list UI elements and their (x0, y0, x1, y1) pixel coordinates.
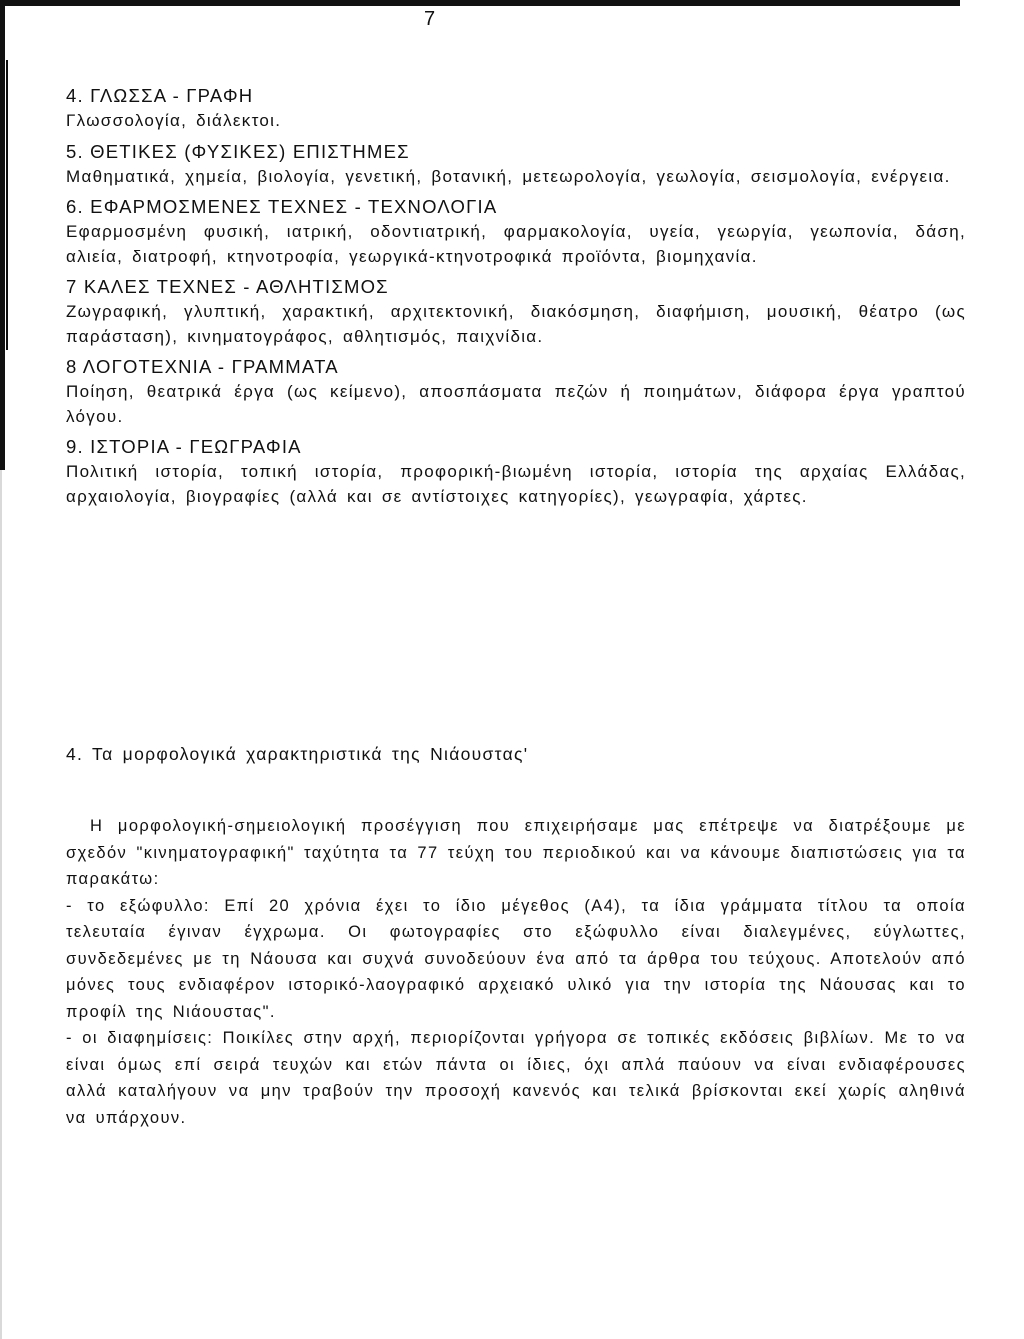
scan-left-border-lower (0, 470, 2, 1339)
category-text: Ποίηση, θεατρικά έργα (ως κείμενο), αποσπάσματα πεζών ή ποιημάτων, διάφορα έργα γραπτού λόγου. (66, 382, 966, 426)
category-block-language (66, 83, 966, 134)
category-list (66, 83, 966, 514)
scan-top-border (0, 0, 960, 6)
category-block-sciences (66, 139, 966, 190)
category-text: Μαθηματικά, χημεία, βιολογία, γενετική, βοτανική, μετεωρολογία, γεωλογία, σεισμολογία, ενέργεια. (66, 166, 951, 186)
scan-margin-mark (6, 60, 11, 350)
category-block-technology (66, 194, 966, 269)
category-text: Πολιτική ιστορία, τοπική ιστορία, προφορική-βιωμένη ιστορία, ιστορία της αρχαίας Ελλάδας, αρχαιολογία, βιογραφίες (αλλά και σε αντίστοιχες κατηγορίες), γεωγραφία, χάρτες. (66, 462, 966, 506)
category-heading: 4. ΓΛΩΣΣΑ - ΓΡΑΦΗ (66, 85, 254, 106)
category-heading: 5. ΘΕΤΙΚΕΣ (ΦΥΣΙΚΕΣ) ΕΠΙΣΤΗΜΕΣ (66, 140, 410, 162)
cover-paragraph: - το εξώφυλλο: Επί 20 χρόνια έχει το ίδιο μέγεθος (Α4), τα ίδια γράμματα τίτλου τα οποία τελευταία έγιναν έγχρωμα. Οι φωτογραφίες στο εξώφυλλο είναι διαλεγμένες, εύγλωττες, συνδεδεμένες με τη Νάουσα και συχνά συνοδεύουν ένα από τα άρθρα του τεύχους. Αποτελούν από μόνες τους ενδιαφέρον ιστορικό-λαογραφικό αρχειακό υλικό για την ιστορία της Νάουσας και το προφίλ της Νιάουστας". (66, 896, 966, 1021)
category-heading: 8 ΛΟΓΟΤΕΧΝΙΑ - ΓΡΑΜΜΑΤΑ (66, 356, 339, 377)
ads-paragraph: - οι διαφημίσεις: Ποικίλες στην αρχή, περιορίζονται γρήγορα σε τοπικές εκδόσεις βιβλίων. Με το να είναι όμως επί σειρά τευχών και ετών πάντα οι ίδιες, όχι απλά παύουν να είναι ενδιαφέρουσες αλλά καταλήγουν να μην τραβούν την προσοχή κανενός και τελικά βρίσκονται εκεί χωρίς αληθινά να υπάρχουν. (66, 1029, 966, 1127)
page-number: 7 (424, 8, 436, 30)
category-block-literature (66, 354, 966, 429)
category-block-history (66, 434, 966, 509)
category-text: Εφαρμοσμένη φυσική, ιατρική, οδοντιατρική, φαρμακολογία, υγεία, γεωργία, γεωπονία, δάση, αλιεία, διατροφή, κτηνοτροφία, γεωργικά-κτηνοτροφικά προϊόντα, βιομηχανία. (66, 222, 966, 266)
section-body (66, 813, 966, 1131)
category-text: Γλωσσολογία, διάλεκτοι. (66, 111, 282, 130)
category-text: Ζωγραφική, γλυπτική, χαρακτική, αρχιτεκτονική, διακόσμηση, διαφήμιση, μουσική, θέατρο (ως παράσταση), κινηματογράφος, αθλητισμός, παιχνίδια. (66, 302, 966, 346)
category-block-arts (66, 274, 966, 349)
category-heading: 7 ΚΑΛΕΣ ΤΕΧΝΕΣ - ΑΘΛΗΤΙΣΜΟΣ (66, 276, 389, 297)
intro-paragraph: Η μορφολογική-σημειολογική προσέγγιση που επιχειρήσαμε μας επέτρεψε να διατρέξουμε με σχεδόν "κινηματογραφική" ταχύτητα τα 77 τεύχη του περιοδικού και να κάνουμε διαπιστώσεις για τα παρακάτω: (66, 817, 966, 888)
morphology-section (66, 741, 966, 1131)
category-heading: 6. ΕΦΑΡΜΟΣΜΕΝΕΣ ΤΕΧΝΕΣ - ΤΕΧΝΟΛΟΓΙΑ (66, 196, 498, 217)
category-heading: 9. ΙΣΤΟΡΙΑ - ΓΕΩΓΡΑΦΙΑ (66, 436, 302, 457)
section-title: 4. Τα μορφολογικά χαρακτηριστικά της Νιάουστας' (66, 744, 529, 764)
scan-left-border (0, 0, 5, 470)
